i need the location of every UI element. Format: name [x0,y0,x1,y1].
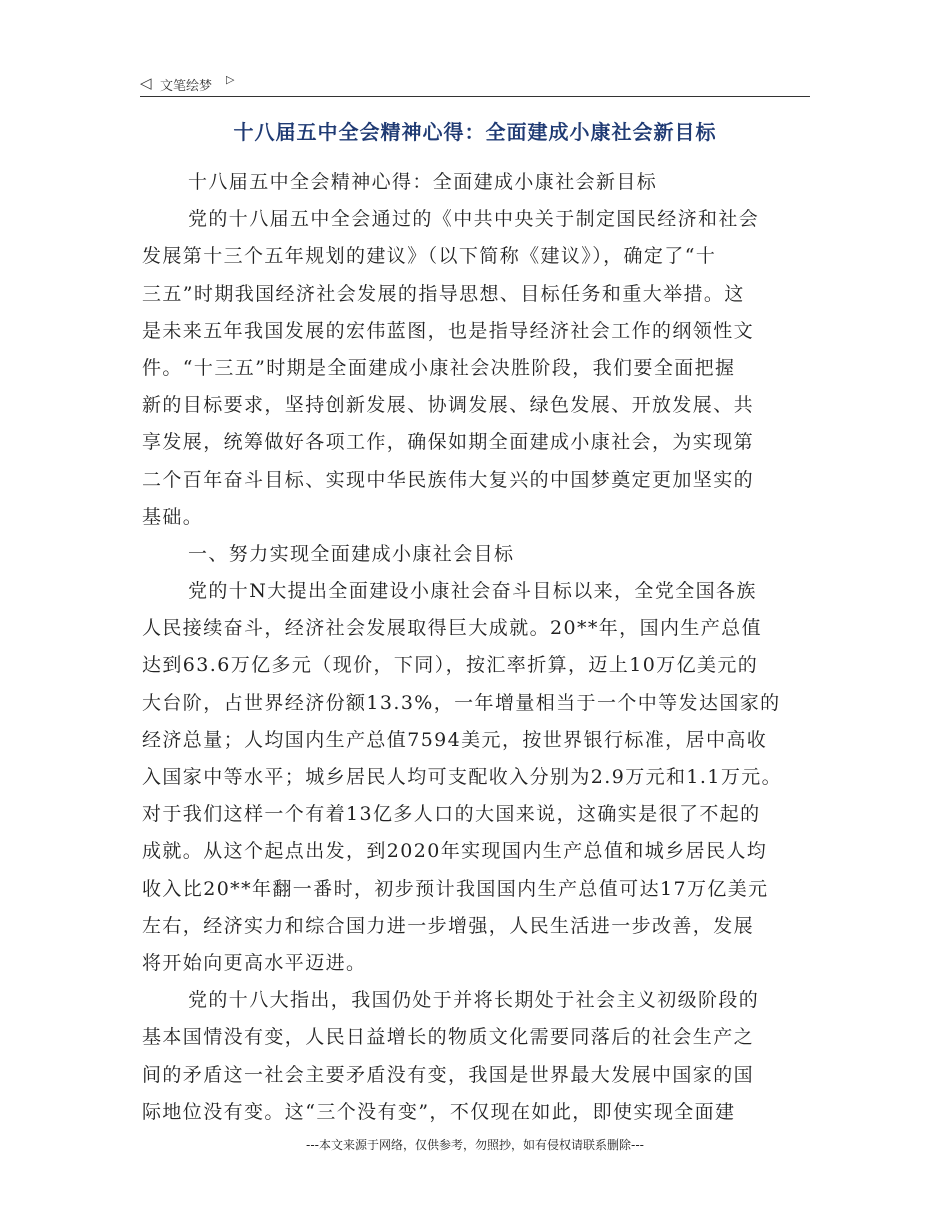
text-line: 入国家中等水平；城乡居民人均可支配收入分别为2.9万元和1.1万元。 [142,766,783,788]
text-line: 收入比20**年翻一番时，初步预计我国国内生产总值可达17万亿美元 [142,877,769,900]
text-line: 一、努力实现全面建成小康社会目标 [188,542,515,565]
text-line: 二个百年奋斗目标、实现中华民族伟大复兴的中国梦奠定更加坚实的 [142,468,755,491]
text-line: 间的矛盾这一社会主要矛盾没有变，我国是世界最大发展中国家的国 [142,1063,755,1086]
text-line: 经济总量；人均国内生产总值7594美元，按世界银行标准，居中高收 [142,728,768,751]
text-line: 基本国情没有变，人民日益增长的物质文化需要同落后的社会生产之 [142,1026,755,1049]
text-line: 新的目标要求，坚持创新发展、协调发展、绿色发展、开放发展、共 [142,394,755,417]
text-line: 党的十N大提出全面建设小康社会奋斗目标以来，全党全国各族 [188,580,757,603]
text-line: 三五”时期我国经济社会发展的指导思想、目标任务和重大举措。这 [142,282,745,305]
right-triangle-icon: ▷ [226,73,235,86]
text-line: 十八届五中全会精神心得：全面建成小康社会新目标 [188,171,658,193]
text-line: 是未来五年我国发展的宏伟蓝图，也是指导经济社会工作的纲领性文 [142,319,755,342]
text-line: 成就。从这个起点出发，到2020年实现国内生产总值和城乡居民人均 [142,840,768,863]
text-line: 际地位没有变。这“三个没有变”，不仅现在如此，即使实现全面建 [142,1100,736,1123]
text-line: 达到63.6万亿多元（现价，下同），按汇率折算，迈上10万亿美元的 [142,654,759,677]
document-body [142,167,822,1134]
left-triangle-icon: ◁ [140,74,152,92]
text-line: 将开始向更高水平迈进。 [142,951,367,974]
page-header [140,72,810,97]
text-line: 对于我们这样一个有着13亿多人口的大国来说，这确实是很了不起的 [142,803,761,826]
text-line: 人民接续奋斗，经济社会发展取得巨大成就。20**年，国内生产总值 [142,617,762,640]
text-line: 大台阶，占世界经济份额13.3%，一年增量相当于一个中等发达国家的 [142,691,781,714]
text-line: 件。“十三五”时期是全面建成小康社会决胜阶段，我们要全面把握 [142,356,736,379]
text-line: 发展第十三个五年规划的建议》（以下简称《建议》），确定了“十 [142,245,717,268]
page-footer: ---本文来源于网络，仅供参考，勿照抄，如有侵权请联系删除--- [306,1138,644,1152]
text-line: 党的十八届五中全会通过的《中共中央关于制定国民经济和社会 [188,208,760,231]
text-line: 党的十八大指出，我国仍处于并将长期处于社会主义初级阶段的 [188,989,760,1012]
header-brand: 文笔绘梦 [160,79,213,94]
text-line: 左右，经济实力和综合国力进一步增强，人民生活进一步改善，发展 [142,914,755,937]
text-line: 基础。 [142,505,204,528]
document-title: 十八届五中全会精神心得：全面建成小康社会新目标 [233,120,717,144]
text-line: 享发展，统筹做好各项工作，确保如期全面建成小康社会，为实现第 [142,431,755,454]
